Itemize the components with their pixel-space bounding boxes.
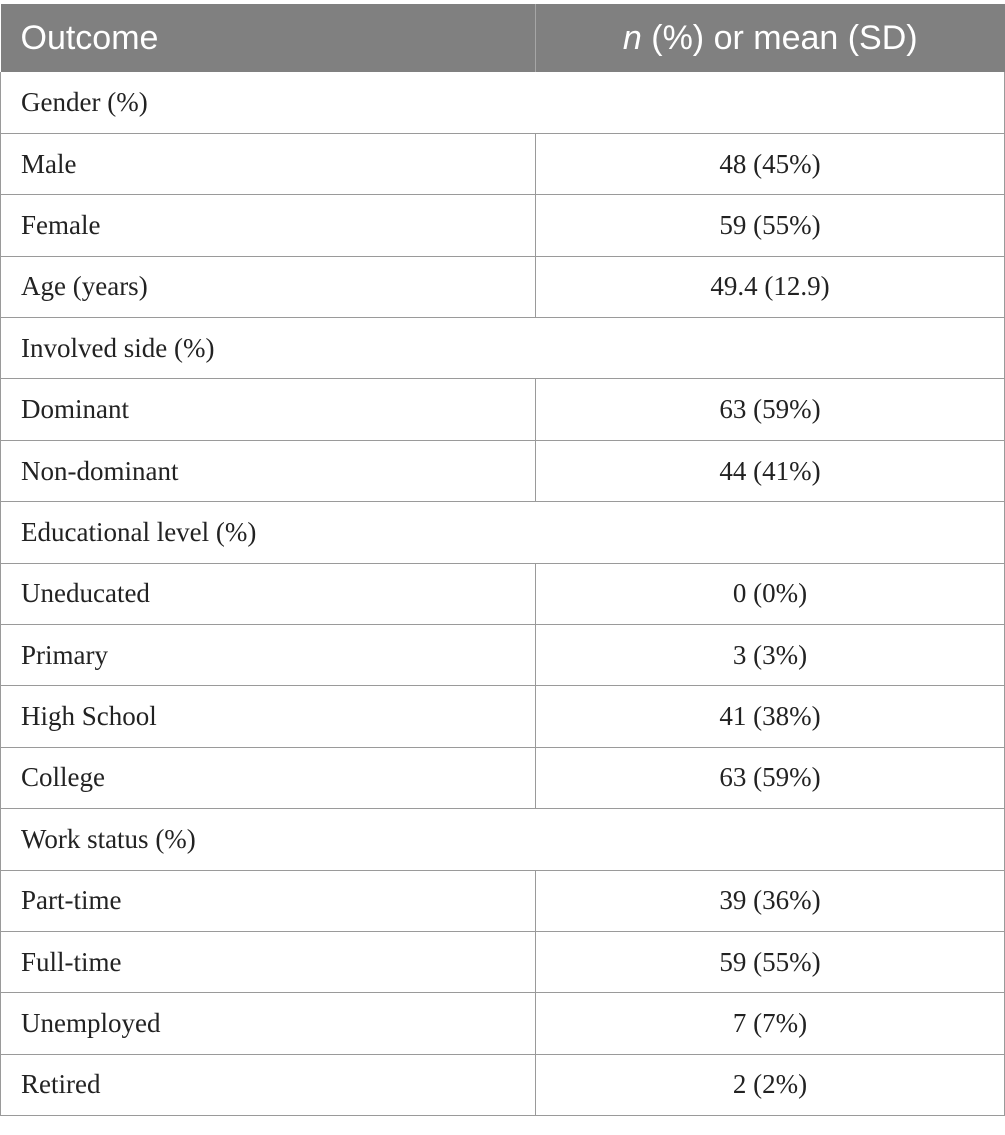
row-label: Male	[1, 133, 536, 194]
row-label: Full-time	[1, 931, 536, 992]
row-value: 49.4 (12.9)	[536, 256, 1005, 317]
row-label: Non-dominant	[1, 440, 536, 501]
table-row	[1, 440, 1005, 501]
table-row	[1, 256, 1005, 317]
section-row	[1, 502, 1005, 563]
section-label: Involved side (%)	[1, 318, 1005, 379]
section-row	[1, 72, 1005, 133]
row-value: 63 (59%)	[536, 747, 1005, 808]
row-value: 7 (7%)	[536, 993, 1005, 1054]
row-label: Female	[1, 195, 536, 256]
section-label: Educational level (%)	[1, 502, 1005, 563]
table-row	[1, 686, 1005, 747]
table-header	[1, 4, 1005, 72]
row-label: Primary	[1, 625, 536, 686]
row-value: 41 (38%)	[536, 686, 1005, 747]
row-value: 63 (59%)	[536, 379, 1005, 440]
row-value: 0 (0%)	[536, 563, 1005, 624]
table-row	[1, 133, 1005, 194]
table-row	[1, 747, 1005, 808]
header-outcome: Outcome	[1, 4, 536, 72]
row-label: College	[1, 747, 536, 808]
table-body	[1, 72, 1005, 1116]
header-value	[536, 4, 1005, 72]
row-label: Uneducated	[1, 563, 536, 624]
row-value: 2 (2%)	[536, 1054, 1005, 1115]
row-label: High School	[1, 686, 536, 747]
row-value: 39 (36%)	[536, 870, 1005, 931]
section-label: Gender (%)	[1, 72, 1005, 133]
section-row	[1, 318, 1005, 379]
table-row	[1, 993, 1005, 1054]
row-value: 59 (55%)	[536, 931, 1005, 992]
row-label: Unemployed	[1, 993, 536, 1054]
table-row	[1, 931, 1005, 992]
table-row	[1, 1054, 1005, 1115]
demographics-table	[0, 4, 1005, 1116]
table-row	[1, 563, 1005, 624]
header-row	[1, 4, 1005, 72]
row-value: 3 (3%)	[536, 625, 1005, 686]
row-value: 44 (41%)	[536, 440, 1005, 501]
table-row	[1, 870, 1005, 931]
table-row	[1, 195, 1005, 256]
row-value: 59 (55%)	[536, 195, 1005, 256]
row-value: 48 (45%)	[536, 133, 1005, 194]
table-row	[1, 625, 1005, 686]
row-label: Age (years)	[1, 256, 536, 317]
header-value-italic: n	[622, 18, 642, 57]
section-label: Work status (%)	[1, 809, 1005, 870]
row-label: Part-time	[1, 870, 536, 931]
row-label: Dominant	[1, 379, 536, 440]
header-value-rest: (%) or mean (SD)	[641, 18, 918, 57]
section-row	[1, 809, 1005, 870]
row-label: Retired	[1, 1054, 536, 1115]
table-row	[1, 379, 1005, 440]
